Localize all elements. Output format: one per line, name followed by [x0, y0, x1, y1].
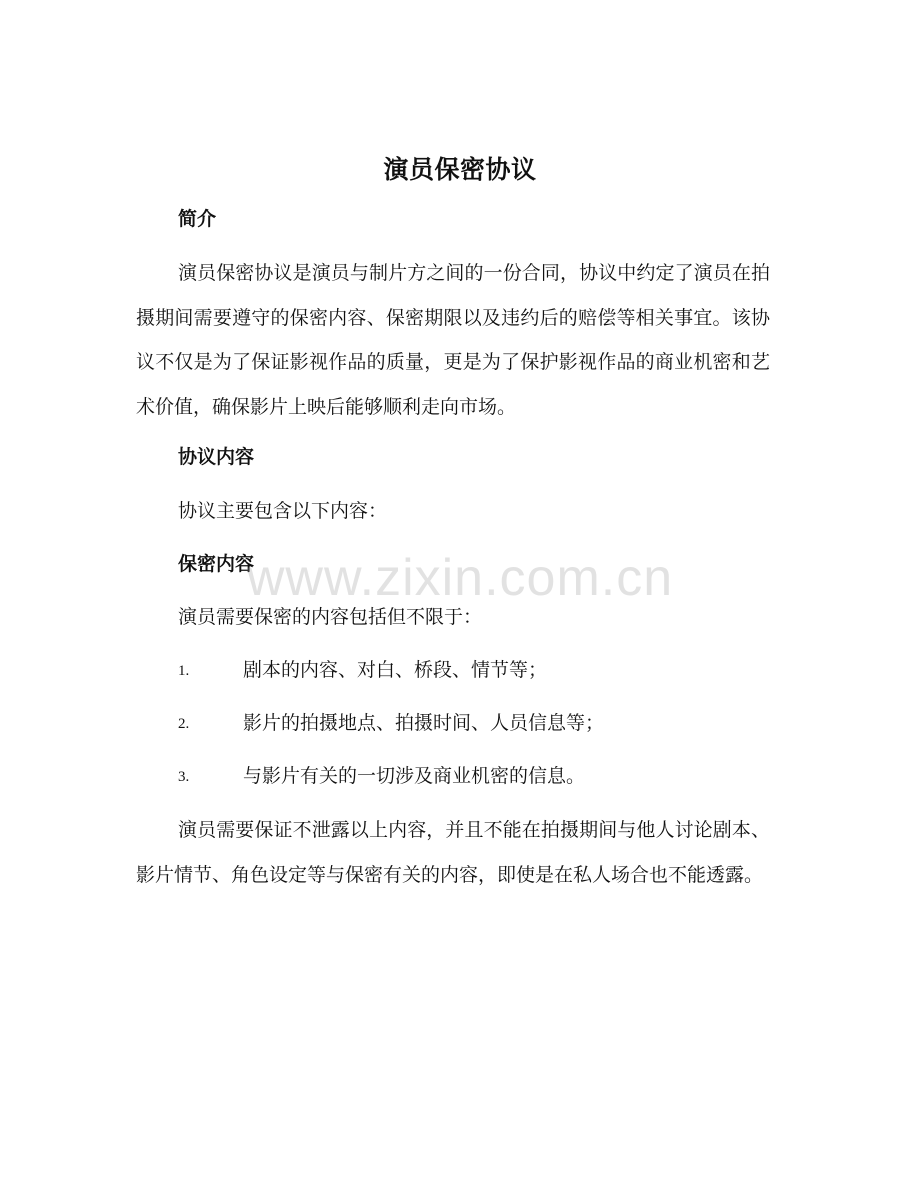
secrecy-paragraph: 演员需要保证不泄露以上内容，并且不能在拍摄期间与他人讨论剧本、影片情节、角色设定等与保密有关的内容，即使是在私人场合也不能透露。: [136, 819, 770, 886]
list-item-number: 3.: [178, 769, 190, 785]
list-item-number: 2.: [178, 716, 190, 732]
list-item-number: 1.: [178, 663, 190, 679]
list-item-text: 影片的拍摄地点、拍摄时间、人员信息等；: [243, 712, 605, 734]
list-item-text: 剧本的内容、对白、桥段、情节等；: [243, 659, 548, 681]
intro-paragraph: 演员保密协议是演员与制片方之间的一份合同，协议中约定了演员在拍摄期间需要遵守的保密内容、保密期限以及违约后的赔偿等相关事宜。该协议不仅是为了保证影视作品的质量，更是为了保护影视作品的商业机密和艺术价值，确保影片上映后能够顺利走向市场。: [136, 262, 770, 418]
list-item-text: 与影片有关的一切涉及商业机密的信息。: [243, 765, 586, 787]
content-intro-text: 协议主要包含以下内容：: [178, 500, 388, 522]
document-title: 演员保密协议: [383, 155, 537, 184]
secrecy-intro-text: 演员需要保密的内容包括但不限于：: [178, 606, 483, 628]
section-heading-content: 协议内容: [178, 446, 255, 468]
section-heading-secrecy: 保密内容: [178, 553, 255, 575]
section-heading-intro: 简介: [178, 208, 217, 230]
watermark: www.zixin.com.cn: [246, 549, 674, 607]
